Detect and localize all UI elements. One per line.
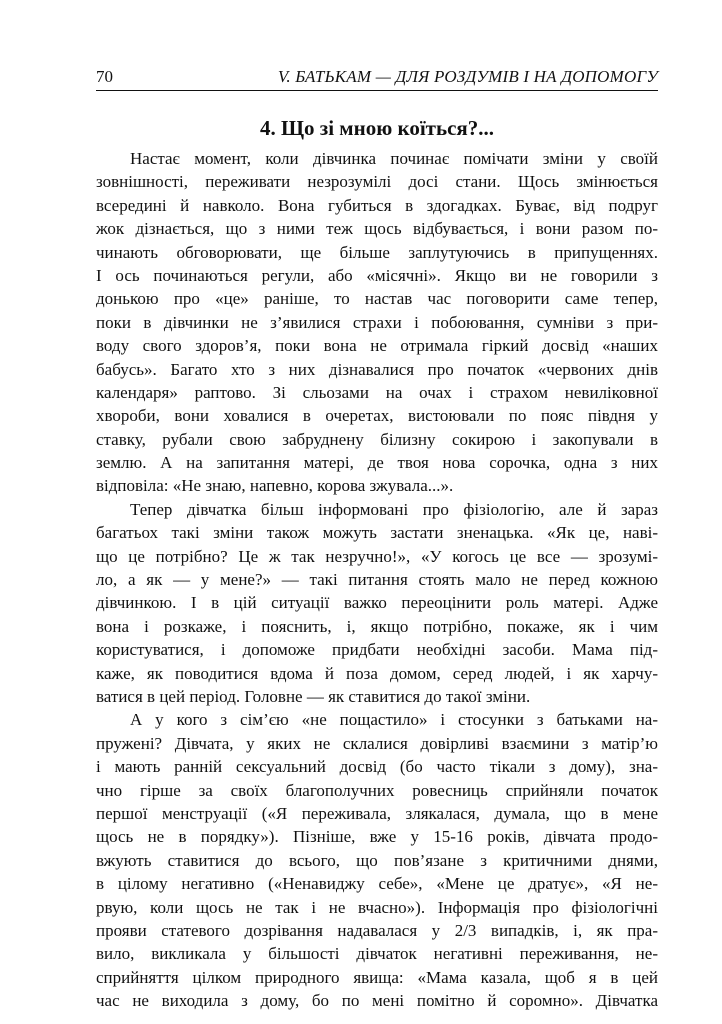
text-line: Тепер дівчатка більш інформовані про фізіологію, але й зараз [130, 499, 658, 519]
text-line: ватися в цей період. Головне — як ставитися до такої зміни. [96, 686, 531, 706]
text-line: зовнішності, переживати незрозумілі досі стани. Щось змінюється [96, 172, 658, 192]
text-line: і мають ранній сексуальний досвід (бо часто тікали з дому), зна- [96, 757, 658, 777]
page-number: 70 [96, 67, 113, 86]
text-line: прояви статевого дозрівання надавалася у 2/3 випадків, і, як пра- [96, 920, 658, 940]
text-line: в цілому негативно («Ненавиджу себе», «Мене це дратує», «Я не- [96, 874, 658, 894]
paragraph-1 [96, 147, 658, 498]
book-page [96, 64, 658, 1012]
text-line: сприйняття цілком природного явища: «Мама казала, щоб я в цей [96, 967, 658, 987]
text-line: поки в дівчинки не з’явилися страхи і побоювання, сумніви з при- [96, 312, 658, 332]
text-line: Настає момент, коли дівчинка починає помічати зміни у своїй [130, 149, 658, 168]
running-header [96, 64, 658, 91]
running-title: V. БАТЬКАМ — ДЛЯ РОЗДУМІВ І НА ДОПОМОГУ [277, 67, 658, 86]
text-line: чинають обговорювати, ще більше заплутуючись в припущеннях. [96, 242, 658, 262]
text-line: донькою про «це» раніше, то настав час поговорити саме тепер, [96, 289, 658, 309]
text-line: жок дізнається, що з ними теж щось відбувається, і вони разом по- [96, 219, 658, 239]
text-line: каже, як поводитися вдома й поза домом, серед людей, і як харчу- [96, 663, 658, 683]
text-line: першої менструації («Я переживала, злякалася, думала, що в мене [96, 803, 658, 823]
body-text [96, 147, 658, 1012]
text-line: рвую, коли щось не так і не вчасно»). Інформація про фізіологічні [96, 897, 658, 917]
text-line: ло, а як — у мене?» — такі питання стоять мало не перед кожною [96, 570, 658, 590]
text-line: вона і розкаже, і пояснить, і, якщо потрібно, покаже, як і чим [96, 616, 658, 636]
text-line: пружені? Дівчата, у яких не склалися довірливі взаємини з матір’ю [96, 733, 658, 753]
paragraph-3 [96, 708, 658, 1012]
text-line: землю. А на запитання матері, де твоя нова сорочка, одна з них [96, 453, 658, 473]
text-line: час не виходила з дому, бо по мені помітно й соромно». Дівчатка [96, 991, 658, 1011]
text-line: воду свого здоров’я, поки вона не отримала гіркий досвід «наших [96, 336, 658, 356]
text-line: багатьох такі зміни також можуть застати зненацька. «Як це, наві- [96, 523, 658, 543]
text-line: щось не в порядку»). Пізніше, вже у 15-16 років, дівчата продо- [96, 827, 658, 847]
text-line: вило, викликала у більшості дівчаток негативні переживання, не- [96, 944, 658, 964]
text-line: вжують ставитися до всього, що пов’язане з критичними днями, [96, 850, 658, 870]
text-line: дівчинкою. І в цій ситуації важко переоцінити роль матері. Адже [96, 593, 658, 613]
text-line: чно гірше за своїх благополучних ровесниць сприйняли початок [96, 780, 658, 800]
text-line: відповіла: «Не знаю, напевно, корова зжувала...». [96, 476, 454, 496]
text-line: хвороби, вони ховалися в очеретах, вистоювали по пояс півдня у [96, 406, 658, 426]
text-line: календаря» раптово. Зі сльозами на очах і страхом невиліковної [96, 382, 658, 402]
text-line: що це потрібно? Це ж так незручно!», «У когось це все — зрозумі- [96, 546, 658, 566]
text-line: бабусь». Багато хто з них дізнавалися про початок «червоних днів [96, 359, 658, 379]
text-line: користуватися, і допоможе придбати необхідні засоби. Мама під- [96, 640, 658, 660]
text-line: всередині й навколо. Вона губиться в здогадках. Буває, від подруг [96, 195, 658, 215]
text-line: ставку, рубали свою забруднену білизну сокирою і закопували в [96, 429, 658, 449]
text-line: А у кого з сім’єю «не пощастило» і стосунки з батьками на- [130, 710, 658, 730]
section-title: 4. Що зі мною коїться?... [259, 116, 495, 140]
text-line: І ось починаються регули, або «місячні». Якщо ви не говорили з [96, 265, 658, 285]
paragraph-2 [96, 498, 658, 709]
